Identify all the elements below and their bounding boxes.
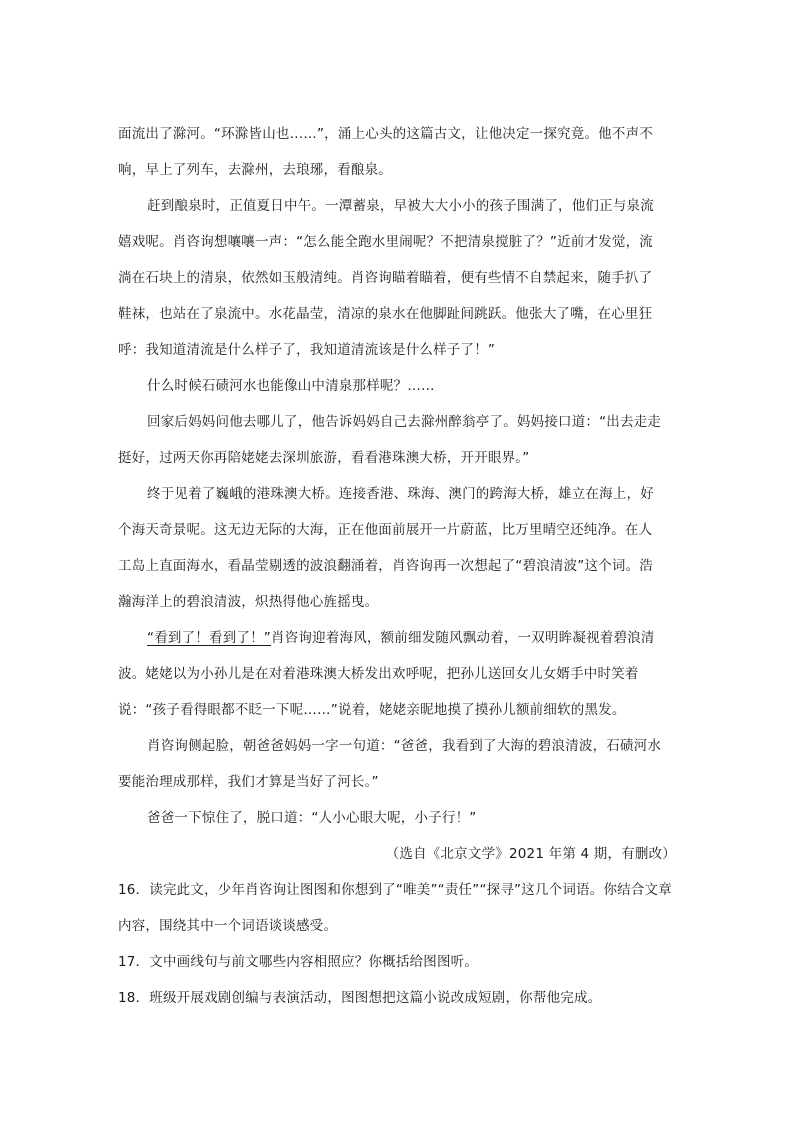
body-line: 要能治理成那样，我们才算是当好了河长。” xyxy=(118,774,379,790)
body-line: 面流出了滁河。“环滁皆山也……”，涌上心头的这篇古文，让他决定一探究竟。他不声不 xyxy=(118,126,653,142)
body-line: 响，早上了列车，去滁州，去琅琊，看酿泉。 xyxy=(118,162,392,178)
body-line: 波。姥姥以为小孙儿是在对着港珠澳大桥发出欢呼呢，把孙儿送回女儿女婿手中时笑着 xyxy=(118,666,639,682)
question-17: 17．文中画线句与前文哪些内容相照应？你概括给图图听。 xyxy=(118,954,479,970)
source-citation: （选自《北京文学》2021 年第 4 期，有删改） xyxy=(385,846,676,862)
body-line: 说：“孩子看得眼都不眨一下呢……”说着，姥姥亲昵地摸了摸孙儿额前细软的黑发。 xyxy=(118,702,626,718)
body-line: 挺好，过两天你再陪姥姥去深圳旅游，看看港珠澳大桥，开开眼界。” xyxy=(118,450,530,466)
paragraph-start: 回家后妈妈问他去哪儿了，他告诉妈妈自己去滁州醉翁亭了。妈妈接口道：“出去走走 xyxy=(147,414,662,430)
paragraph-start: 赶到酿泉时，正值夏日中午。一潭蓄泉，早被大大小小的孩子围满了，他们正与泉流 xyxy=(147,198,654,214)
paragraph-start: 终于见着了巍峨的港珠澳大桥。连接香港、珠海、澳门的跨海大桥，雄立在海上，好 xyxy=(147,486,654,502)
body-line: 呼：我知道清流是什么样子了，我知道清流该是什么样子了！” xyxy=(118,342,496,358)
question-18: 18．班级开展戏剧创编与表演活动，图图想把这篇小说改成短剧，你帮他完成。 xyxy=(118,990,602,1006)
body-line: 淌在石块上的清泉，依然如玉般清纯。肖咨询瞄着瞄着，便有些情不自禁起来，随手扒了 xyxy=(118,270,653,286)
body-line: 鞋袜，也站在了泉流中。水花晶莹，清凉的泉水在他脚趾间跳跃。他张大了嘴，在心里狂 xyxy=(118,306,653,322)
body-line: 工岛上直面海水，看晶莹剔透的波浪翻涌着，肖咨询再一次想起了“碧浪清波”这个词。浩 xyxy=(118,558,653,574)
body-line: 个海天奇景呢。这无边无际的大海，正在他面前展开一片蔚蓝，比万里晴空还纯净。在人 xyxy=(118,522,653,538)
paragraph-start: 什么时候石碛河水也能像山中清泉那样呢？…… xyxy=(147,378,435,394)
sentence-continuation: 肖咨询迎着海风，额前细发随风飘动着，一双明眸凝视着碧浪清 xyxy=(271,630,655,646)
body-line: 嬉戏呢。肖咨询想嚷嚷一声：“怎么能全跑水里闹呢？不把清泉搅脏了？”近前才发觉，流 xyxy=(118,234,653,250)
paragraph-start: 肖咨询侧起脸，朝爸爸妈妈一字一句道：“爸爸，我看到了大海的碧浪清波，石碛河水 xyxy=(147,738,662,754)
paragraph-start xyxy=(147,628,678,648)
underlined-sentence: “看到了！看到了！” xyxy=(147,630,271,646)
paragraph-start: 爸爸一下惊住了，脱口道：“人小心眼大呢，小子行！” xyxy=(147,810,477,826)
question-16: 16．读完此文，少年肖咨询让图图和你想到了“唯美”“责任”“探寻”这几个词语。你结合文章 xyxy=(118,882,672,898)
body-line: 瀚海洋上的碧浪清波，炽热得他心旌摇曳。 xyxy=(118,594,379,610)
question-16-continued: 内容，围绕其中一个词语谈谈感受。 xyxy=(118,918,338,934)
